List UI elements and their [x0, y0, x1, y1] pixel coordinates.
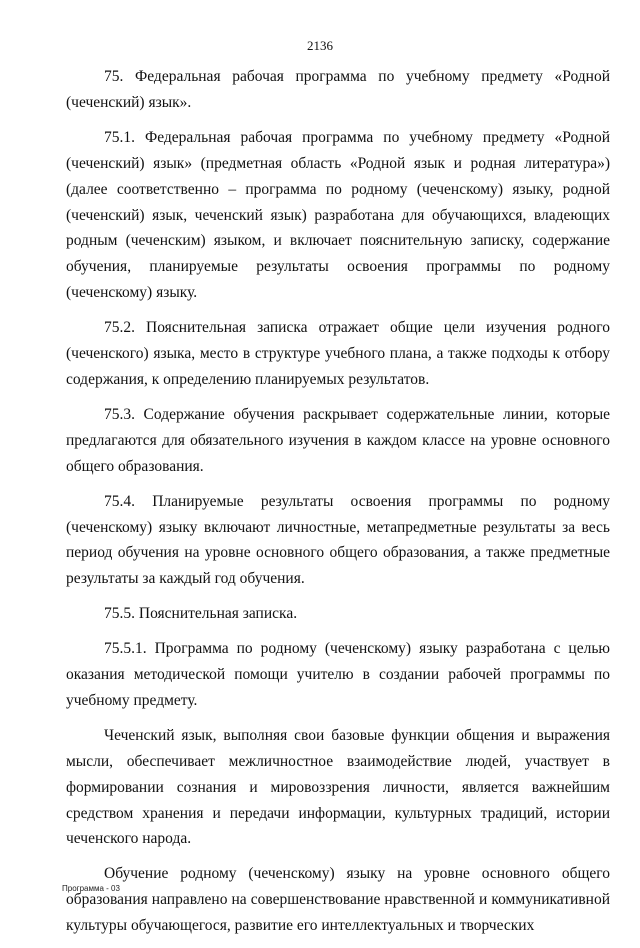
paragraph-section-75-5-1: 75.5.1. Программа по родному (чеченскому) языку разработана с целью оказания методической помощи учителю в создании рабочей программы по учебному предмету.	[66, 640, 610, 709]
paragraph-chechen-language: Чеченский язык, выполняя свои базовые функции общения и выражения мысли, обеспечивает межличностное взаимодействие людей, участвует в формировании сознания и мировоззрения личности, является важнейшим средством хранения и передачи информации, культурных традиций, истории чеченского народа.	[66, 726, 610, 848]
paragraph-section-75-5: 75.5. Пояснительная записка.	[104, 605, 298, 623]
document-body	[66, 64, 610, 948]
paragraph-section-75-2: 75.2. Пояснительная записка отражает общие цели изучения родного (чеченского) языка, место в структуре учебного плана, а также подходы к отбору содержания, к определению планируемых результатов.	[66, 319, 610, 388]
paragraph-section-75-4: 75.4. Планируемые результаты освоения программы по родному (чеченскому) языку включают личностные, метапредметные результаты за весь период обучения на уровне основного общего образования, а также предметные результаты за каждый год обучения.	[66, 492, 610, 588]
paragraph-education-goals: Обучение родному (чеченскому) языку на уровне основного общего образования направлено на совершенствование нравственной и коммуникативной культуры обучающегося, развитие его интеллектуальных и творческих	[66, 865, 610, 935]
paragraph-section-75: 75. Федеральная рабочая программа по учебному предмету «Родной (чеченский) язык».	[66, 68, 610, 111]
paragraph-section-75-1: 75.1. Федеральная рабочая программа по учебному предмету «Родной (чеченский) язык» (предметная область «Родной язык и родная литература») (далее соответственно – программа по родному (чеченскому) языку, родной (чеченский) язык, чеченский язык) разработана для обучающихся, владеющих родным (чеченским) языком, и включает пояснительную записку, содержание обучения, планируемые результаты освоения программы по родному (чеченскому) языку.	[66, 128, 610, 302]
paragraph-section-75-3: 75.3. Содержание обучения раскрывает содержательные линии, которые предлагаются для обязательного изучения в каждом классе на уровне основного общего образования.	[66, 405, 610, 475]
footer-label: Программа - 03	[62, 884, 120, 893]
page-number: 2136	[307, 38, 333, 53]
